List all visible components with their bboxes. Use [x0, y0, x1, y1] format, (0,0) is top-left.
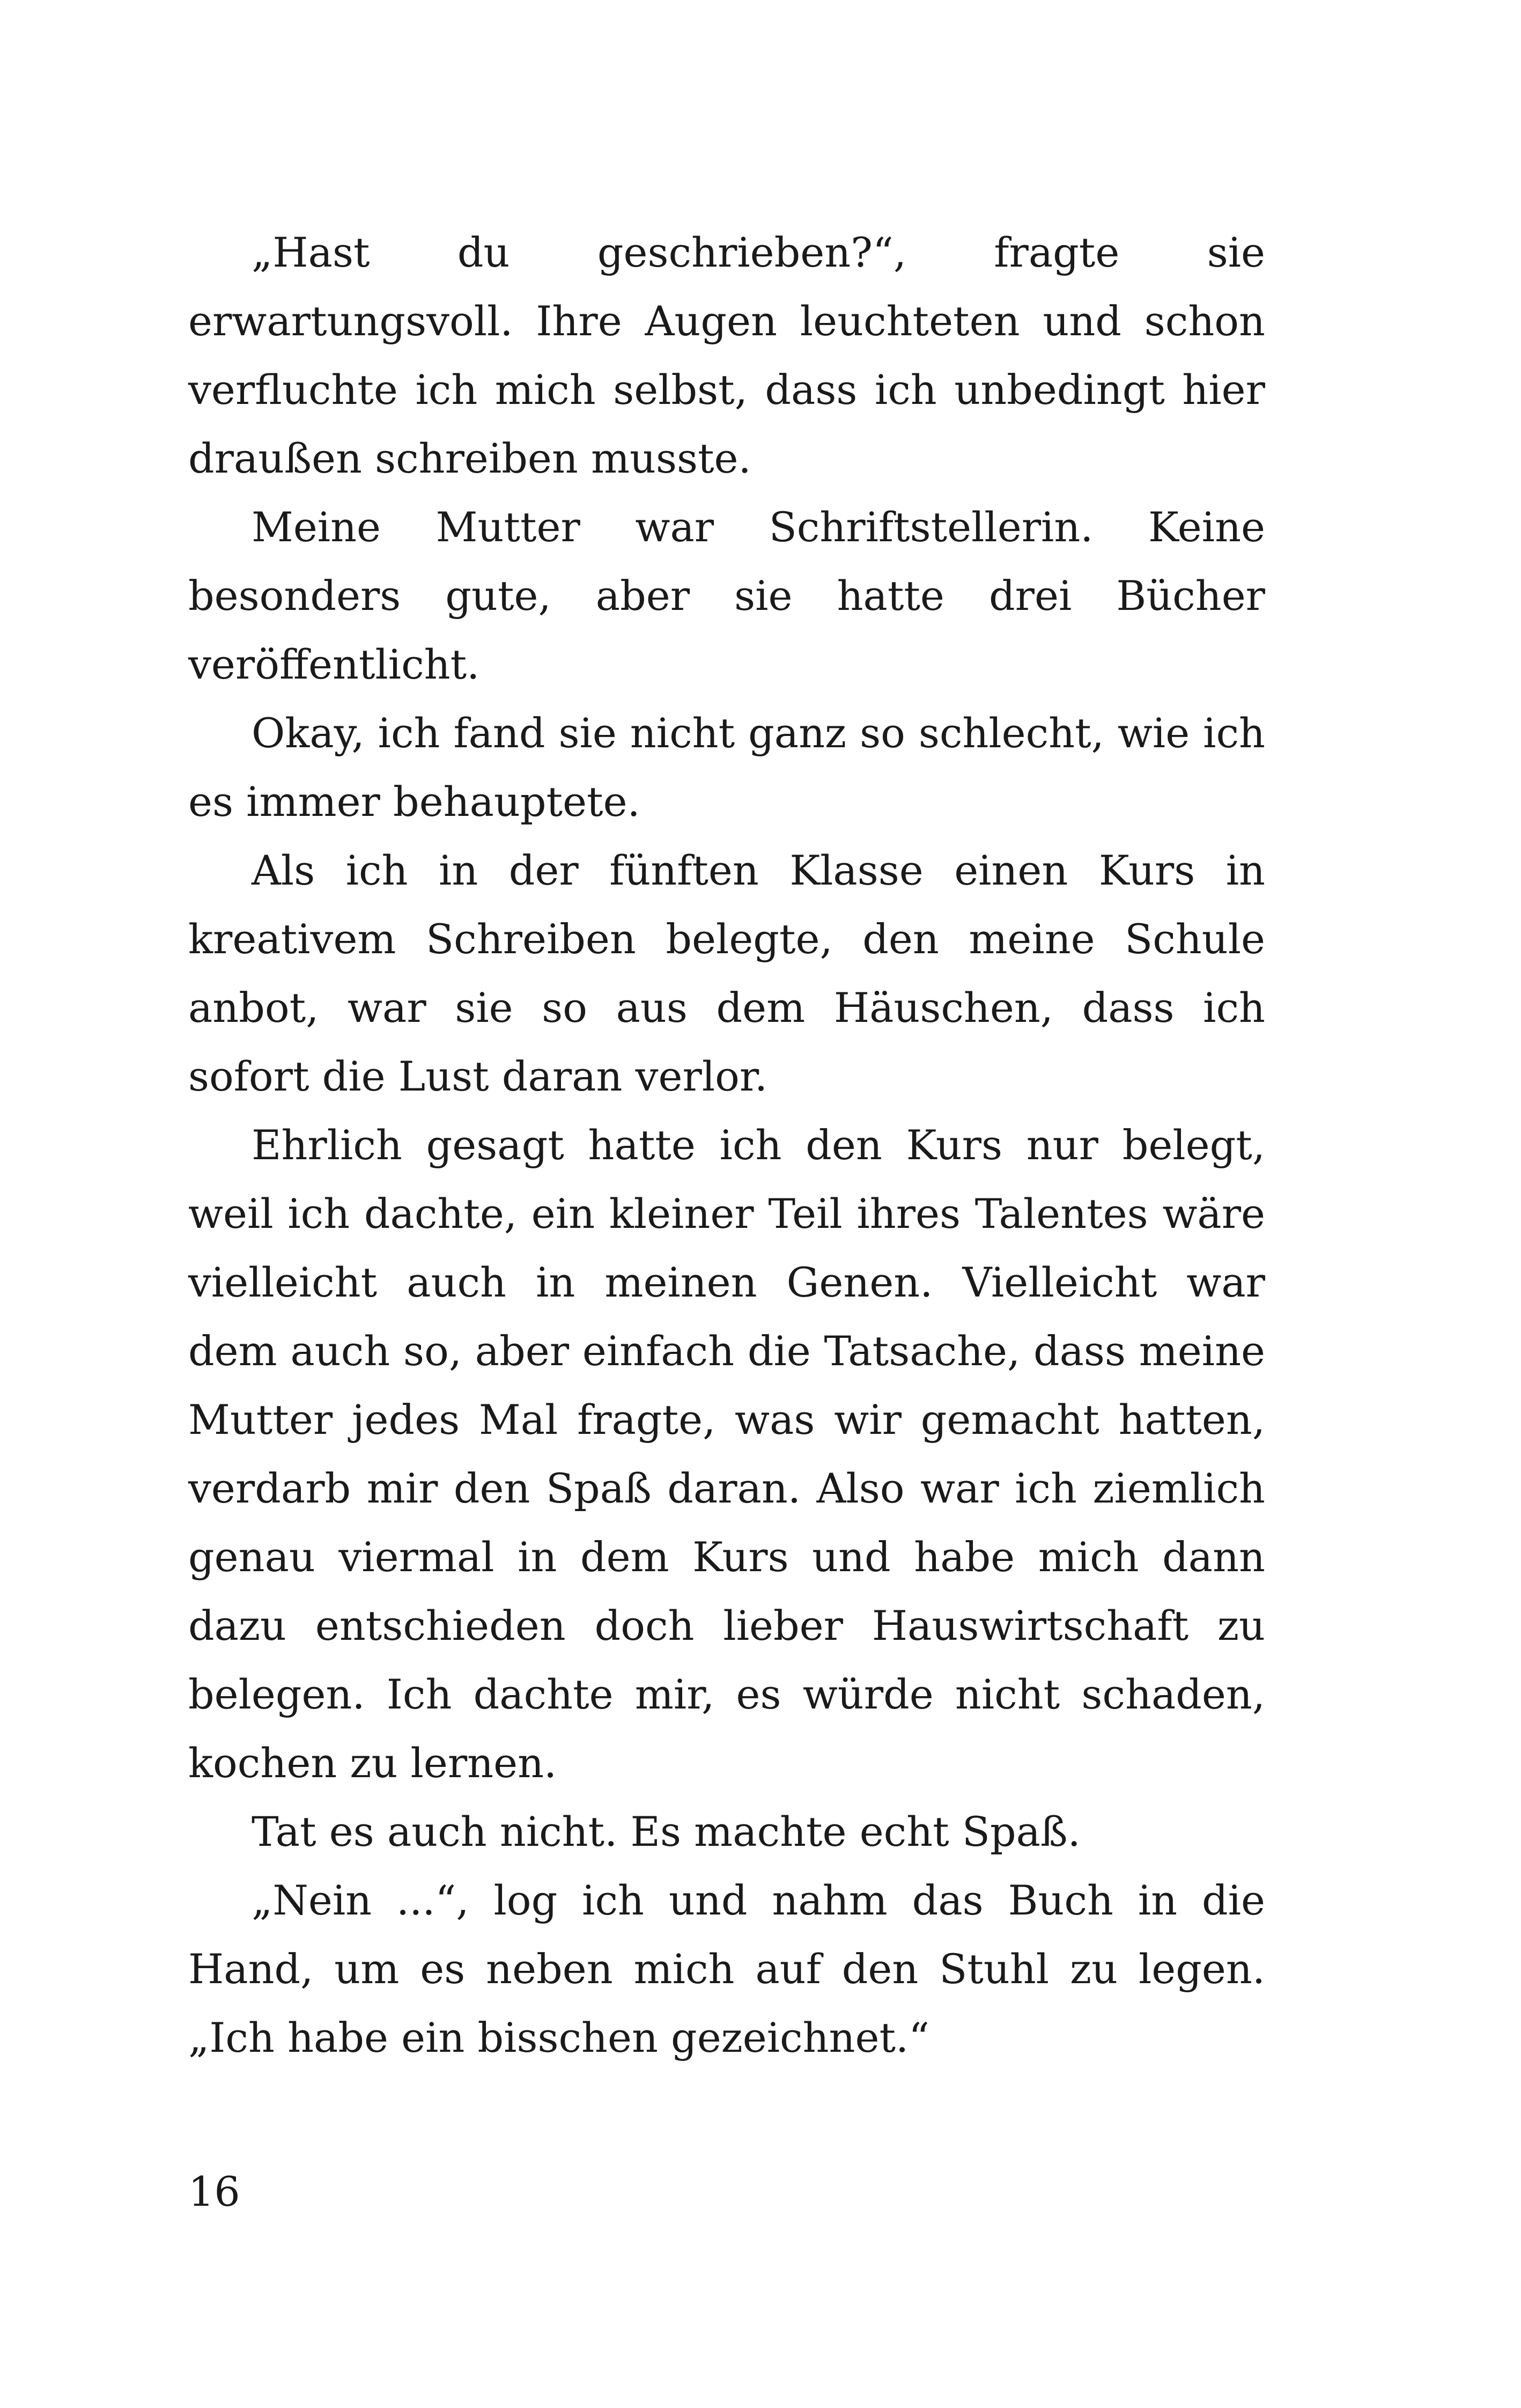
paragraph-6: Tat es auch nicht. Es machte echt Spaß. [252, 1808, 1081, 1855]
paragraph-1: „Hast du geschrieben?“, fragte sie erwartungsvoll. Ihre Augen leuchteten und schon verfluchte ich mich selbst, dass ich unbedingt hier draußen schreiben musste. [188, 229, 1265, 482]
paragraph-2: Meine Mutter war Schriftstellerin. Keine besonders gute, aber sie hatte drei Bücher veröffentlicht. [188, 503, 1265, 688]
paragraph-5: Ehrlich gesagt hatte ich den Kurs nur belegt, weil ich dachte, ein kleiner Teil ihres Talentes wäre vielleicht auch in meinen Genen. Vielleicht war dem auch so, aber einfach die Tatsache, dass meine Mutter jedes Mal fragte, was wir gemacht hatten, verdarb mir den Spaß daran. Also war ich ziemlich genau viermal in dem Kurs und habe mich dann dazu entschieden doch lieber Hauswirtschaft zu belegen. Ich dachte mir, es würde nicht schaden, kochen zu lernen. [188, 1121, 1265, 1787]
paragraph-3: Okay, ich fand sie nicht ganz so schlecht, wie ich es immer behauptete. [188, 709, 1265, 826]
body-text [188, 218, 1265, 2072]
paragraph-4: Als ich in der fünften Klasse einen Kurs in kreativem Schreiben belegte, den meine Schule anbot, war sie so aus dem Häuschen, dass ich sofort die Lust daran verlor. [188, 846, 1265, 1100]
paragraph-7: „Nein ...“, log ich und nahm das Buch in die Hand, um es neben mich auf den Stuhl zu legen. „Ich habe ein bisschen gezeichnet.“ [188, 1876, 1265, 2061]
page-number: 16 [188, 2168, 240, 2215]
